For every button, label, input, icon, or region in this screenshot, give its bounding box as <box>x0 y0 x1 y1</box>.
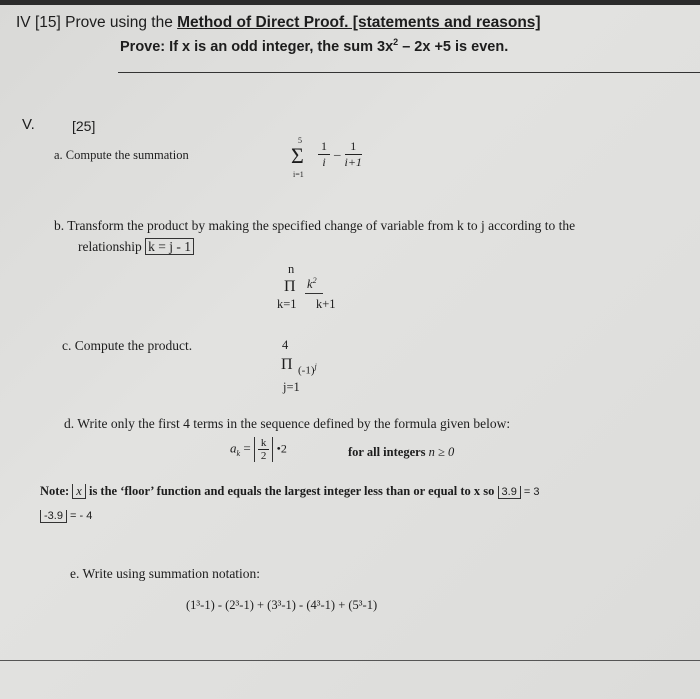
part-a-lower-limit: i=1 <box>293 170 304 179</box>
part-b-line1: b. Transform the product by making the specified change of variable from k to j according to the <box>54 218 576 233</box>
part-a-sigma: Σ <box>291 143 304 168</box>
part-a-expression: $\frac{1}{i}$ – $\frac{1}{i+1}$ <box>318 139 362 170</box>
note-line2: -3.9 = - 4 <box>40 510 92 522</box>
part-b-line2: relationship k = j - 1 <box>78 239 194 255</box>
part-b-relation: k = j - 1 <box>145 238 194 255</box>
part-c-term: $(-1)^j$ <box>298 362 317 377</box>
prove-text-a: If x is an odd integer, the sum 3x <box>169 38 394 55</box>
part-b-denominator: k+1 <box>316 297 336 311</box>
part-a-label: a. Compute the summation <box>54 148 189 162</box>
note-floor-x: x <box>72 484 86 499</box>
part-b-product-symbol: Π <box>284 278 296 295</box>
part-a-fraction-2: $\frac{1}{i+1}$ <box>344 139 362 169</box>
part-e-label: e. Write using summation notation: <box>70 566 261 581</box>
part-c-lower-limit: j=1 <box>283 380 300 394</box>
part-d-floor-fraction: $\frac{k}{2}$ <box>254 437 274 462</box>
part-d-formula: $a_k$ = $\frac{k}{2}$ •2 <box>230 437 287 462</box>
question-iv-prove <box>120 37 508 55</box>
question-v-points: [25] <box>72 118 96 134</box>
part-d-condition: for all integers n ≥ 0 <box>348 445 455 459</box>
part-b-lower-limit: k=1 <box>277 297 297 311</box>
part-c-upper-limit: 4 <box>282 338 289 352</box>
top-border <box>0 0 700 5</box>
answer-line <box>118 72 700 73</box>
part-e-expression: (1³-1) - (2³-1) + (3³-1) - (4³-1) + (5³-1) <box>186 598 378 612</box>
part-b-upper-limit: n <box>288 262 295 276</box>
question-v-number: V. <box>22 116 35 133</box>
note-example-2: -3.9 <box>40 510 67 523</box>
prove-label: Prove: <box>120 38 170 55</box>
question-iv-heading <box>16 14 541 32</box>
note-example-1: 3.9 <box>498 486 521 499</box>
part-b-fraction-bar <box>305 293 323 294</box>
part-d-label: d. Write only the first 4 terms in the sequence defined by the formula given below: <box>64 416 511 431</box>
prove-exponent: 2 <box>393 37 399 47</box>
part-a-upper-limit: 5 <box>298 136 302 145</box>
part-c-label: c. Compute the product. <box>62 338 193 353</box>
part-b-numerator: $k^2$ <box>307 276 317 292</box>
note-line1: Note: x is the ‘floor’ function and equals the largest integer less than or equal to x so 3.9 = 3 <box>40 484 540 498</box>
question-iv-prefix: IV [15] Prove using the <box>16 14 178 31</box>
part-c-product-symbol: Π <box>281 356 293 373</box>
bottom-border <box>0 660 700 661</box>
prove-text-b: – 2x +5 is even. <box>398 38 509 55</box>
question-iv-method: Method of Direct Proof. [statements and reasons] <box>177 14 541 31</box>
part-a-fraction-1: $\frac{1}{i}$ <box>318 139 330 170</box>
